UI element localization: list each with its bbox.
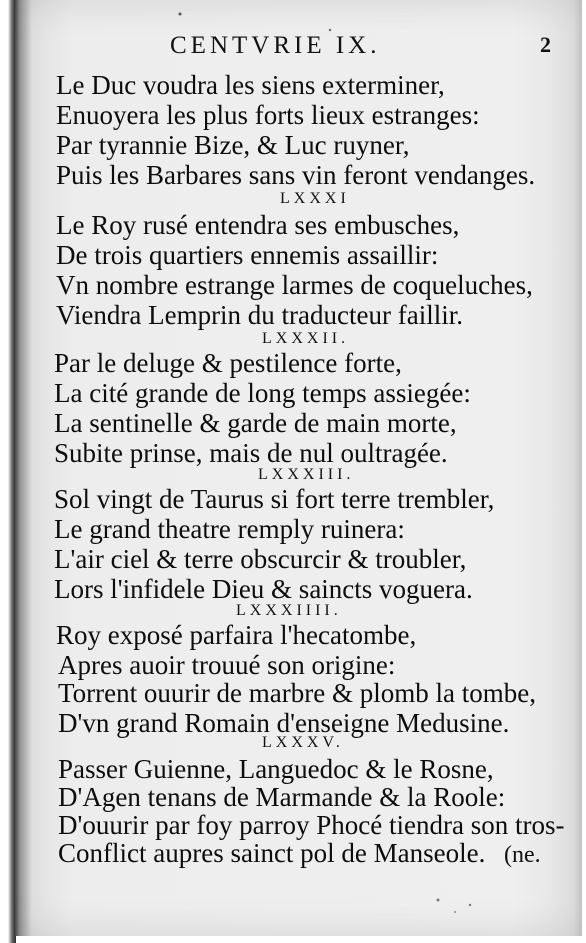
verse-line: Le Duc voudra les siens exterminer,	[56, 70, 445, 100]
verse-line: Roy exposé parfaira l'hecatombe,	[56, 620, 417, 650]
verse-line: Passer Guienne, Languedoc & le Rosne,	[58, 754, 494, 784]
folio-number: 2	[540, 32, 551, 57]
running-title: CENTVRIE IX.	[170, 32, 381, 59]
verse-line: La cité grande de long temps assiegée:	[54, 378, 471, 408]
verse-line: De trois quartiers ennemis assaillir:	[56, 240, 439, 270]
verse-line: Sol vingt de Taurus si fort terre trembler,	[54, 484, 495, 514]
verse-line: Conflict aupres sainct pol de Manseole.	[58, 838, 486, 868]
verse-line: D'Agen tenans de Marmande & la Roole:	[58, 782, 506, 812]
verse-line: D'vn grand Romain d'enseigne Medusine.	[58, 708, 510, 738]
verse-line: Enuoyera les plus forts lieux estranges:	[56, 100, 480, 130]
verse-line: Le Roy rusé entendra ses embusches,	[56, 210, 460, 240]
verse-line: L'air ciel & terre obscurcir & troubler,	[54, 544, 467, 574]
verse-line: Par tyrannie Bize, & Luc ruyner,	[56, 130, 410, 160]
verse-line: Apres auoir trouué son origine:	[58, 650, 396, 680]
catchword: (ne.	[504, 842, 541, 868]
verse-line: D'ouurir par foy parroy Phocé tiendra son tros-	[58, 810, 565, 840]
quatrain-numeral: LXXXIII.	[258, 466, 355, 483]
quatrain-numeral: LXXXV.	[262, 734, 344, 751]
verse-line: Torrent ouurir de marbre & plomb la tombe,	[58, 678, 536, 708]
verse-line: Vn nombre estrange larmes de coqueluches,	[56, 270, 533, 300]
verse-line: Subite prinse, mais de nul oultragée.	[54, 438, 448, 468]
verse-line: Puis les Barbares sans vin feront vendanges.	[56, 160, 536, 190]
verse-line: La sentinelle & garde de main morte,	[54, 408, 457, 438]
verse-line: Le grand theatre remply ruinera:	[54, 514, 405, 544]
quatrain-numeral: LXXXII.	[262, 330, 350, 347]
quatrain-numeral: LXXXIIII.	[236, 602, 342, 619]
verse-line: Lors l'infidele Dieu & saincts voguera.	[54, 574, 473, 604]
quatrain-numeral: LXXXI	[280, 190, 350, 207]
verse-line: Par le deluge & pestilence forte,	[54, 348, 402, 378]
verse-line: Viendra Lemprin du traducteur faillir.	[56, 300, 463, 330]
